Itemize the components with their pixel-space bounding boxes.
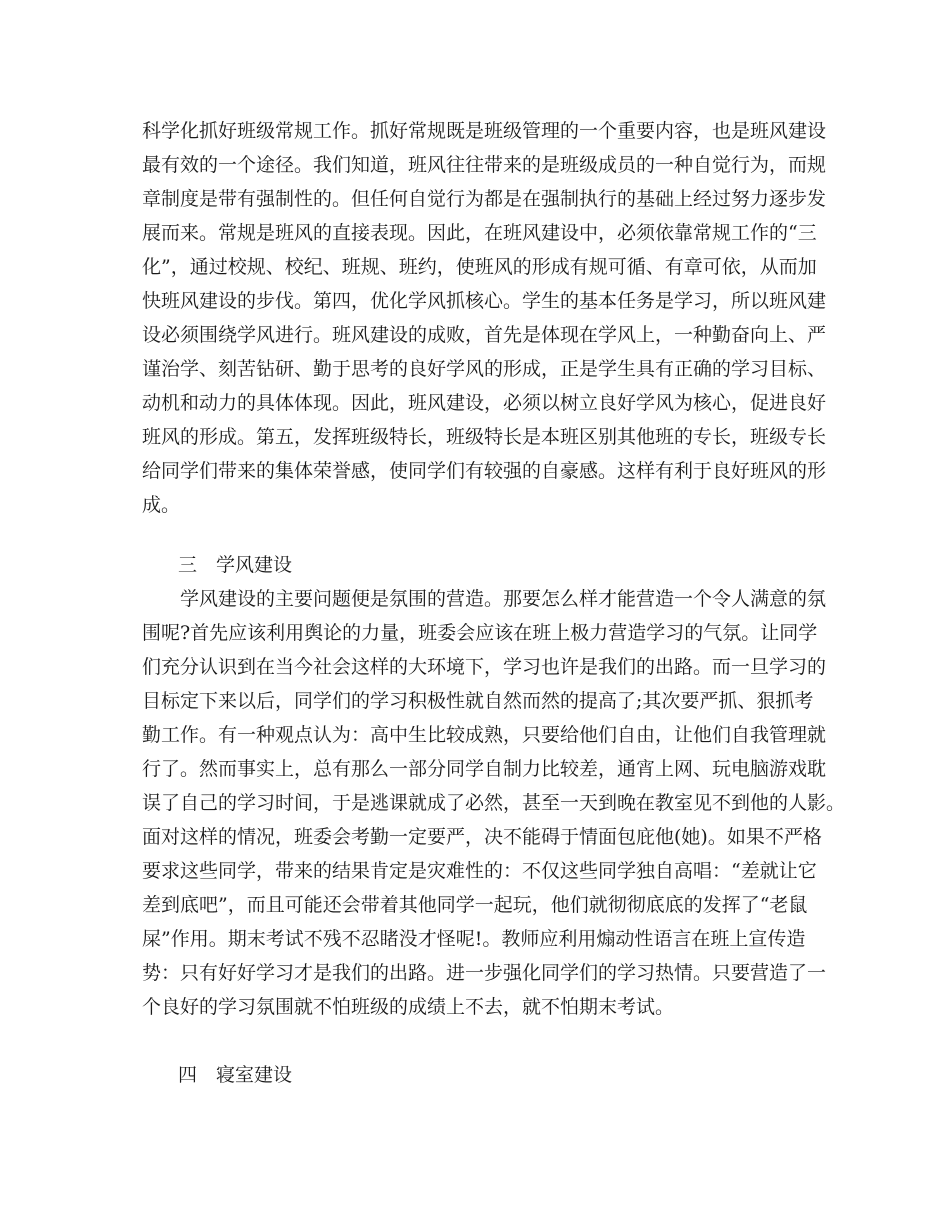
text-line: 势：只有好好学习才是我们的出路。进一步强化同学们的学习热情。只要营造了一	[142, 962, 827, 984]
text-line: 成。	[142, 494, 181, 516]
paragraph-class-routine	[142, 114, 828, 522]
text-line: 给同学们带来的集体荣誉感，使同学们有较强的自豪感。这样有利于良好班风的形	[142, 460, 827, 482]
text-line: 勤工作。有一种观点认为：高中生比较成熟，只要给他们自由，让他们自我管理就	[142, 724, 827, 746]
text-line: 谨治学、刻苦钻研、勤于思考的良好学风的形成，正是学生具有正确的学习目标、	[142, 358, 827, 380]
text-line: 面对这样的情况，班委会考勤一定要严，决不能碍于情面包庇他(她)。如果不严格	[142, 826, 822, 848]
text-line: 屎”作用。期末考试不残不忍睹没才怪呢!。教师应利用煽动性语言在班上宣传造	[142, 928, 806, 950]
text-line: 围呢?首先应该利用舆论的力量，班委会应该在班上极力营造学习的气氛。让同学	[142, 622, 818, 644]
text-line: 设必须围绕学风进行。班风建设的成败，首先是体现在学风上，一种勤奋向上、严	[142, 324, 827, 346]
text-line: 动机和动力的具体体现。因此，班风建设，必须以树立良好学风为核心，促进良好	[142, 392, 827, 414]
text-line: 快班风建设的步伐。第四，优化学风抓核心。学生的基本任务是学习，所以班风建	[142, 290, 827, 312]
section-heading-study-style: 三 学风建设	[178, 554, 293, 576]
text-line: 要求这些同学，带来的结果肯定是灾难性的：不仅这些同学独自高唱：“差就让它	[142, 860, 817, 882]
text-line: 最有效的一个途径。我们知道，班风往往带来的是班级成员的一种自觉行为，而规	[142, 154, 827, 176]
text-line: 差到底吧”，而且可能还会带着其他同学一起玩，他们就彻彻底底的发挥了“老鼠	[142, 894, 808, 916]
text-line: 目标定下来以后，同学们的学习积极性就自然而然的提高了;其次要严抓、狠抓考	[142, 690, 814, 712]
text-line: 学风建设的主要问题便是氛围的营造。那要怎么样才能营造一个令人满意的氛	[142, 588, 827, 610]
text-line: 误了自己的学习时间，于是逃课就成了必然，甚至一天到晚在教室见不到他的人影。	[142, 792, 846, 814]
text-line: 们充分认识到在当今社会这样的大环境下，学习也许是我们的出路。而一旦学习的	[142, 656, 827, 678]
text-line: 个良好的学习氛围就不怕班级的成绩上不去，就不怕期末考试。	[142, 996, 675, 1018]
text-line: 章制度是带有强制性的。但任何自觉行为都是在强制执行的基础上经过努力逐步发	[142, 188, 827, 210]
text-line: 化”，通过校规、校纪、班规、班约，使班风的形成有规可循、有章可依，从而加	[142, 256, 817, 278]
text-line: 展而来。常规是班风的直接表现。因此，在班风建设中，必须依靠常规工作的“三	[142, 222, 817, 244]
section-heading-dorm: 四 寝室建设	[178, 1064, 293, 1086]
paragraph-study-style	[142, 582, 846, 1024]
text-line: 行了。然而事实上，总有那么一部分同学自制力比较差，通宵上网、玩电脑游戏耽	[142, 758, 827, 780]
text-line: 班风的形成。第五，发挥班级特长，班级特长是本班区别其他班的专长，班级专长	[142, 426, 827, 448]
text-line: 科学化抓好班级常规工作。抓好常规既是班级管理的一个重要内容，也是班风建设	[142, 120, 827, 142]
